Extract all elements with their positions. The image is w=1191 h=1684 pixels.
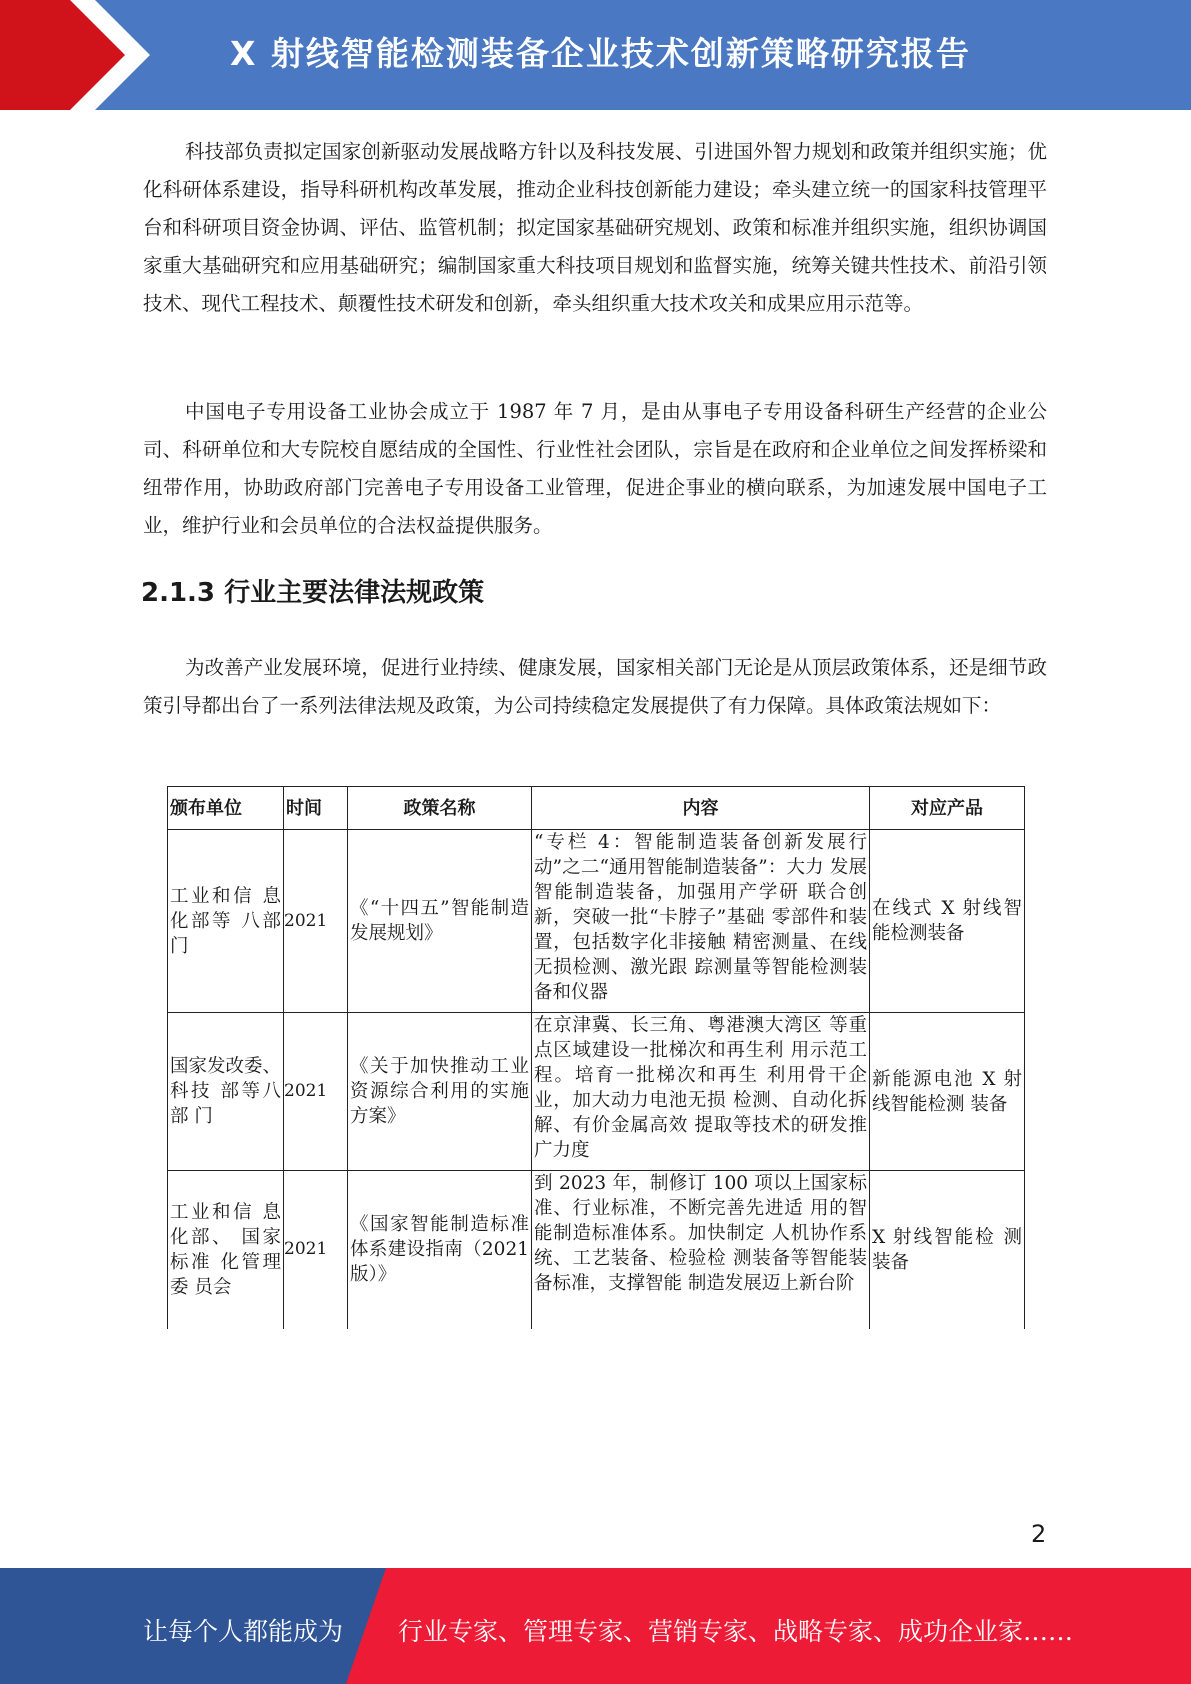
cell-issuer: 国家发改委、科技 部等八部 门 [168, 1013, 284, 1171]
section-heading: 2.1.3 行业主要法律法规政策 [141, 578, 485, 608]
cell-policy: 《“十四五”智能制造发展规划》 [348, 830, 532, 1013]
paragraph-association: 中国电子专用设备工业协会成立于 1987 年 7 月，是由从事电子专用设备科研生产经营的企业公司、科研单位和大专院校自愿结成的全国性、行业性社会团队，宗旨是在政府和企业单位之间发挥桥梁和纽带作用，协助政府部门完善电子专用设备工业管理，促进企事业的横向联系，为加速发展中国电子工业，维护行业和会员单位的合法权益提供服务。 [143, 400, 1047, 537]
table-header-row [168, 787, 1025, 830]
cell-issuer: 工业和信 息化部等 八部门 [168, 830, 284, 1013]
paragraph-policy-intro: 为改善产业发展环境，促进行业持续、健康发展，国家相关部门无论是从顶层政策体系，还是细节政策引导都出台了一系列法律法规及政策，为公司持续稳定发展提供了有力保障。具体政策法规如下： [143, 656, 1047, 717]
cell-content: 到 2023 年，制修订 100 项以上国家标准、行业标准，不断完善先进适 用的智能制造标准体系。加快制定 人机协作系统、工艺装备、检验检 测装备等智能装备标准，支撑智能 制造发展迈上新台阶 [532, 1171, 870, 1329]
footer-slogan-left: 让每个人都能成为 [143, 1617, 344, 1646]
policy-table [167, 786, 1025, 1329]
paragraph-ministry: 科技部负责拟定国家创新驱动发展战略方针以及科技发展、引进国外智力规划和政策并组织实施；优化科研体系建设，指导科研机构改革发展，推动企业科技创新能力建设；牵头建立统一的国家科技管理平台和科研项目资金协调、评估、监管机制；拟定国家基础研究规划、政策和标准并组织实施，组织协调国家重大基础研究和应用基础研究；编制国家重大科技项目规划和监督实施，统筹关键共性技术、前沿引领技术、现代工程技术、颠覆性技术研发和创新，牵头组织重大技术攻关和成果应用示范等。 [143, 140, 1047, 315]
page-number: 2 [1031, 1520, 1047, 1548]
report-title: X 射线智能检测装备企业技术创新策略研究报告 [230, 34, 971, 73]
column-header-product: 对应产品 [870, 787, 1025, 830]
cell-year: 2021 [284, 1013, 348, 1171]
cell-issuer: 工业和信 息化部、 国家标准 化管理委 员会 [168, 1171, 284, 1329]
cell-year: 2021 [284, 1171, 348, 1329]
cell-policy: 《国家智能制造标准体系建设指南（2021 版）》 [348, 1171, 532, 1329]
table-row [168, 1171, 1025, 1329]
cell-policy: 《关于加快推动工业资源综合利用的实施方案》 [348, 1013, 532, 1171]
table-row [168, 1013, 1025, 1171]
page-header [0, 0, 1191, 110]
cell-year: 2021 [284, 830, 348, 1013]
footer-slogan-right: 行业专家、管理专家、营销专家、战略专家、成功企业家…… [398, 1617, 1074, 1646]
column-header-year: 时间 [284, 787, 348, 830]
cell-content: 在京津冀、长三角、粤港澳大湾区 等重点区域建设一批梯次和再生利 用示范工程。培育一批梯次和再生 利用骨干企业，加大动力电池无损 检测、自动化拆解、有价金属高效 提取等技术的研发推广力度 [532, 1013, 870, 1171]
cell-product: 在线式 X 射线智能检测装备 [870, 830, 1025, 1013]
cell-product: X 射线智能检 测装备 [870, 1171, 1025, 1329]
table-row [168, 830, 1025, 1013]
cell-product: 新能源电池 X 射线智能检测 装备 [870, 1013, 1025, 1171]
column-header-policy: 政策名称 [348, 787, 532, 830]
column-header-content: 内容 [532, 787, 870, 830]
column-header-issuer: 颁布单位 [168, 787, 284, 830]
page-footer [0, 1568, 1191, 1684]
cell-content: “专栏 4：智能制造装备创新发展行 动”之二“通用智能制造装备”：大力 发展智能制造装备，加强用产学研 联合创新，突破一批“卡脖子”基础 零部件和装置，包括数字化非接触 精密测量、在线无损检测、激光跟 踪测量等智能检测装备和仪器 [532, 830, 870, 1013]
